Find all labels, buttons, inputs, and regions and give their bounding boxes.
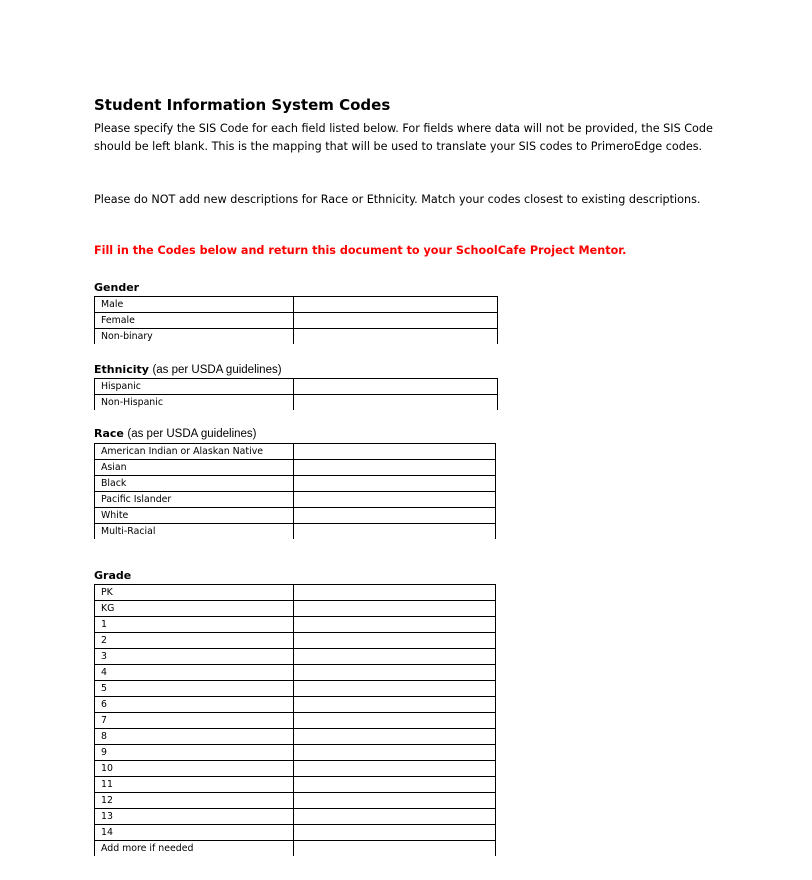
- description-cell: 12: [95, 793, 294, 809]
- sis-code-input[interactable]: [294, 809, 495, 824]
- sis-code-input[interactable]: [294, 395, 497, 410]
- description-cell: White: [95, 508, 294, 524]
- race-sublabel: (as per USDA guidelines): [127, 428, 257, 440]
- sis-code-cell[interactable]: [294, 524, 496, 540]
- sis-code-input[interactable]: [294, 524, 495, 539]
- table-row: [95, 617, 496, 633]
- table-row: [95, 841, 496, 857]
- table-row: [95, 492, 496, 508]
- sis-code-cell[interactable]: [294, 585, 496, 601]
- sis-code-input[interactable]: [294, 379, 497, 394]
- sis-code-cell[interactable]: [294, 329, 498, 345]
- ethnicity-label: Ethnicity: [94, 363, 149, 376]
- table-row: [95, 793, 496, 809]
- description-cell: 9: [95, 745, 294, 761]
- sis-code-input[interactable]: [294, 313, 497, 328]
- sis-code-cell[interactable]: [294, 633, 496, 649]
- grade-heading: [94, 569, 131, 582]
- description-cell: 8: [95, 729, 294, 745]
- table-row: [95, 761, 496, 777]
- sis-code-input[interactable]: [294, 585, 495, 600]
- description-cell: 6: [95, 697, 294, 713]
- sis-code-input[interactable]: [294, 508, 495, 523]
- description-cell: 14: [95, 825, 294, 841]
- sis-code-input[interactable]: [294, 460, 495, 475]
- table-row: [95, 524, 496, 540]
- sis-code-input[interactable]: [294, 329, 497, 344]
- ethnicity-table: [94, 378, 498, 410]
- sis-code-cell[interactable]: [294, 297, 498, 313]
- sis-code-cell[interactable]: [294, 649, 496, 665]
- table-row: [95, 585, 496, 601]
- race-table: [94, 443, 496, 539]
- description-cell: Black: [95, 476, 294, 492]
- sis-code-cell[interactable]: [294, 777, 496, 793]
- sis-code-cell[interactable]: [294, 713, 496, 729]
- ethnicity-sublabel: (as per USDA guidelines): [152, 364, 282, 376]
- table-row: [95, 681, 496, 697]
- description-cell: 1: [95, 617, 294, 633]
- table-row: [95, 444, 496, 460]
- sis-code-cell[interactable]: [294, 379, 498, 395]
- sis-code-cell[interactable]: [294, 793, 496, 809]
- sis-code-cell[interactable]: [294, 841, 496, 857]
- description-cell: 11: [95, 777, 294, 793]
- description-cell: 5: [95, 681, 294, 697]
- sis-code-cell[interactable]: [294, 508, 496, 524]
- sis-code-input[interactable]: [294, 476, 495, 491]
- instruction-text: Fill in the Codes below and return this document to your SchoolCafe Project Mentor.: [94, 244, 627, 257]
- table-row: [95, 460, 496, 476]
- description-cell: 7: [95, 713, 294, 729]
- gender-label: Gender: [94, 281, 140, 294]
- table-row: [95, 601, 496, 617]
- sis-code-cell[interactable]: [294, 761, 496, 777]
- sis-code-cell[interactable]: [294, 745, 496, 761]
- sis-code-input[interactable]: [294, 665, 495, 680]
- sis-code-input[interactable]: [294, 444, 495, 459]
- sis-code-input[interactable]: [294, 633, 495, 648]
- table-row: [95, 713, 496, 729]
- sis-code-cell[interactable]: [294, 665, 496, 681]
- sis-code-input[interactable]: [294, 697, 495, 712]
- sis-code-cell[interactable]: [294, 617, 496, 633]
- description-cell: Non-Hispanic: [95, 395, 294, 411]
- sis-code-input[interactable]: [294, 729, 495, 744]
- table-row: [95, 665, 496, 681]
- description-cell: 10: [95, 761, 294, 777]
- table-row: [95, 633, 496, 649]
- sis-code-input[interactable]: [294, 649, 495, 664]
- page-title: Student Information System Codes: [94, 96, 391, 114]
- sis-code-input[interactable]: [294, 761, 495, 776]
- gender-table: [94, 296, 498, 344]
- sis-code-cell[interactable]: [294, 395, 498, 411]
- description-cell: American Indian or Alaskan Native: [95, 444, 294, 460]
- description-cell: 2: [95, 633, 294, 649]
- sis-code-cell[interactable]: [294, 729, 496, 745]
- grade-table: [94, 584, 496, 856]
- description-cell: KG: [95, 601, 294, 617]
- description-cell: Asian: [95, 460, 294, 476]
- table-row: [95, 745, 496, 761]
- table-row: [95, 649, 496, 665]
- intro-paragraph: Please specify the SIS Code for each field listed below. For fields where data will not be provided, the SIS Code should be left blank. This is the mapping that will be used to translate your SIS codes to PrimeroEdge codes.: [94, 122, 713, 153]
- sis-code-input[interactable]: [294, 841, 495, 856]
- description-cell: 13: [95, 809, 294, 825]
- gender-heading: [94, 281, 139, 294]
- description-cell: PK: [95, 585, 294, 601]
- race-label: Race: [94, 427, 124, 440]
- sis-code-input[interactable]: [294, 745, 495, 760]
- table-row: [95, 313, 498, 329]
- description-cell: Non-binary: [95, 329, 294, 345]
- sis-code-input[interactable]: [294, 777, 495, 792]
- table-row: [95, 825, 496, 841]
- description-cell: 3: [95, 649, 294, 665]
- sis-code-cell[interactable]: [294, 809, 496, 825]
- sis-code-cell[interactable]: [294, 460, 496, 476]
- sis-code-cell[interactable]: [294, 825, 496, 841]
- sis-code-input[interactable]: [294, 713, 495, 728]
- table-row: [95, 697, 496, 713]
- table-row: [95, 777, 496, 793]
- sis-code-input[interactable]: [294, 793, 495, 808]
- grade-label: Grade: [94, 569, 132, 582]
- description-cell: 4: [95, 665, 294, 681]
- table-row: [95, 508, 496, 524]
- table-row: [95, 329, 498, 345]
- sis-code-cell[interactable]: [294, 601, 496, 617]
- description-cell: Pacific Islander: [95, 492, 294, 508]
- description-cell: Hispanic: [95, 379, 294, 395]
- sis-code-input[interactable]: [294, 297, 497, 312]
- sis-code-cell[interactable]: [294, 492, 496, 508]
- sis-code-input[interactable]: [294, 617, 495, 632]
- sis-code-input[interactable]: [294, 681, 495, 696]
- table-row: [95, 809, 496, 825]
- sis-code-cell[interactable]: [294, 476, 496, 492]
- ethnicity-heading: [94, 363, 282, 376]
- sis-code-input[interactable]: [294, 601, 495, 616]
- sis-code-cell[interactable]: [294, 681, 496, 697]
- table-row: [95, 729, 496, 745]
- sis-code-input[interactable]: [294, 825, 495, 840]
- description-cell: Male: [95, 297, 294, 313]
- description-cell: Female: [95, 313, 294, 329]
- note-paragraph: Please do NOT add new descriptions for Race or Ethnicity. Match your codes closest to existing descriptions.: [94, 193, 701, 206]
- description-cell: Multi-Racial: [95, 524, 294, 540]
- sis-code-cell[interactable]: [294, 313, 498, 329]
- sis-code-cell[interactable]: [294, 444, 496, 460]
- sis-code-cell[interactable]: [294, 697, 496, 713]
- description-cell: Add more if needed: [95, 841, 294, 857]
- table-row: [95, 297, 498, 313]
- race-heading: [94, 427, 257, 440]
- sis-code-input[interactable]: [294, 492, 495, 507]
- table-row: [95, 379, 498, 395]
- table-row: [95, 476, 496, 492]
- table-row: [95, 395, 498, 411]
